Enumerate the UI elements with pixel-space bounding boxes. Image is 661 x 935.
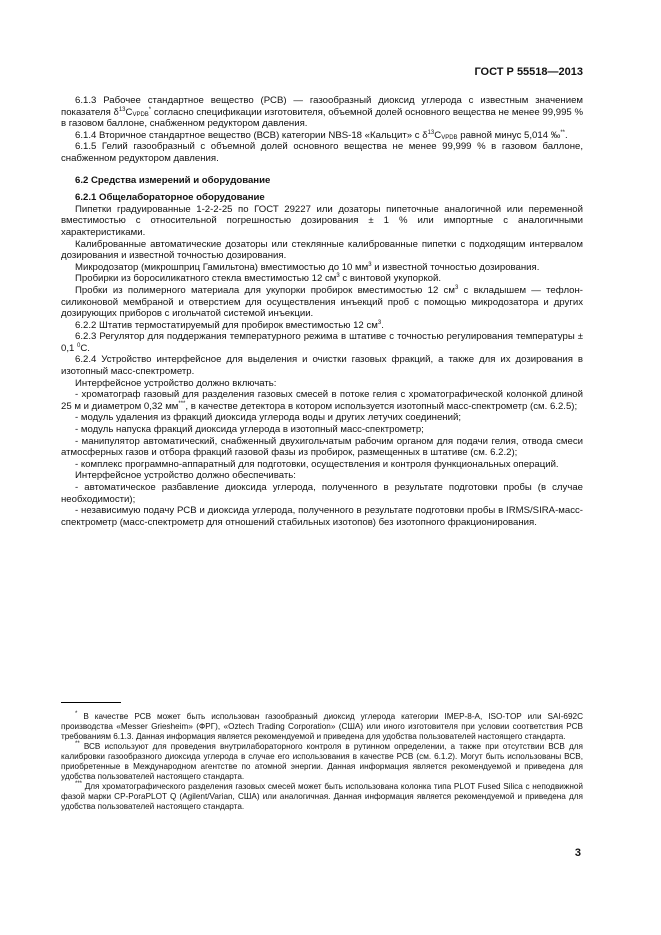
paragraph-dispensers: Калиброванные автоматические дозаторы или стеклянные калиброванные пипетки с подходящим интервалом дозирования и известной точностью дозирования. [61,238,583,262]
list-item-inlet-module: - модуль напуска фракций диоксида углерода в изотопный масс-спектрометр; [75,424,424,436]
document-header: ГОСТ Р 55518—2013 [474,66,583,78]
footnote-separator [61,702,121,703]
list-item-manipulator: - манипулятор автоматический, снабженный двухигольчатым рабочим органом для подачи гелия, отвода смеси атмосферных газов и отбора фракций газовой фазы из пробирок, размещенных в штативе (см. 6.2.2); [61,435,583,459]
paragraph-interface-includes: Интерфейсное устройство должно включать: [75,377,277,389]
list-item-software: - комплекс программно-аппаратный для подготовки, осуществления и контроля функциональных операций. [75,458,559,470]
subsection-heading-6-2-1: 6.2.1 Общелабораторное оборудование [75,192,265,204]
paragraph-6-1-5: 6.1.5 Гелий газообразный с объемной долей основного вещества не менее 99,999 % в газовом баллоне, снабженном редуктором давления. [61,141,583,164]
paragraph-pipettes: Пипетки градуированные 1-2-2-25 по ГОСТ 29227 или дозаторы пипеточные аналогичной или переменной вместимостью с относительной погрешностью дозирования ± 1 % или импортные с аналогичными характеристиками. [61,203,583,238]
paragraph-stoppers: Пробки из полимерного материала для укупорки пробирок вместимостью 12 $см^3$ с вкладышем — тефлон-силиконовой мембраной и отверстием для осуществления инъекций проб с помощью микродозатора и других дозирующих приборов с игольчатой системой инъекции. [61,284,583,320]
page-number: 3 [574,847,581,859]
footnote-3: *** Для хроматографического разделения газовых смесей может быть использована колонка типа PLOT Fused Silica с неподвижной фазой марки CP-PoraPLOT Q (Agilent/Varian, США) или аналогичная. Данная информация является рекомендуемой и приведена для удобства пользователей настоящего стандарта. [61,781,583,811]
paragraph-interface-provides: Интерфейсное устройство должно обеспечивать: [75,470,296,482]
paragraph-6-2-4: 6.2.4 Устройство интерфейсное для выделения и очистки газовых фракций, а также для их дозирования в изотопный масс-спектрометр. [61,354,583,378]
list-item-independent-supply: - независимую подачу РСВ и диоксида углерода, полученного в результате подготовки пробы в IRMS/SIRA-масс-спектрометр (масс-спектрометр для отношений стабильных изотопов) без изотопного фракционирования. [61,505,583,528]
section-heading-6-2: 6.2 Средства измерений и оборудование [75,174,271,186]
footnote-1: * В качестве РСВ может быть использован газообразный диоксид углерода категории IMEP-8-A, ISO-TOP или SAI-692С производства «Messer Griesheim» (ФРГ), «Oztech Trading Corporation» (США) или иного изготовителя при условии соответствия РСВ требованиям 6.1.3. Данная информация является рекомендуемой и приведена для удобства пользователей настоящего стандарта. [61,711,583,741]
list-item-water-removal: - модуль удаления из фракций диоксида углерода воды и других летучих соединений; [75,412,461,424]
list-item-chromatograph: - хроматограф газовый для разделения газовых смесей в потоке гелия с хроматографической колонкой длиной 25 м и диаметром 0,32 мм***, в качестве детектора в котором используется изотопный масс-спектрометр (см. 6.2.5); [61,389,583,412]
paragraph-6-1-4: 6.1.4 Вторичное стандартное вещество (ВСВ) категории NBS-18 «Кальцит» с $\delta^{13}C_{VPDB}$ равной минус 5,014 ‰**. [75,129,568,141]
paragraph-6-2-3: 6.2.3 Регулятор для поддержания температурного режима в штативе с точностью регулирования температуры ± 0,1 $^0$С. [61,331,583,354]
paragraph-6-1-3: 6.1.3 Рабочее стандартное вещество (РСВ) — газообразный диоксид углерода с известным значением показателя $\delta^{13}C_{VPDB}^*$ согласно спецификации изготовителя, объемной долей основного вещества не менее 99,995 % в газовом баллоне, снабженном редуктором давления. [61,95,583,130]
document-body [61,95,583,528]
footnotes [61,712,583,812]
paragraph-6-2-2: 6.2.2 Штатив термостатируемый для пробирок вместимостью 12 $см^3$. [75,319,384,331]
list-item-dilution: - автоматическое разбавление диоксида углерода, полученного в результате подготовки пробы (в случае необходимости); [61,482,583,505]
paragraph-tubes: Пробирки из боросиликатного стекла вместимостью 12 $см^3$ с винтовой укупоркой. [75,273,442,285]
footnote-2: ** ВСВ используют для проведения внутрилабораторного контроля в рутинном определении, а также при отсутствии ВСВ для калибровки газообразного диоксида углерода в случае его использования в качестве РСВ (см. 6.1.2). Могут быть использованы ВСВ, приобретенные в Международном агентстве по атомной энергии. Данная информация является рекомендуемой и приведена для удобства пользователей настоящего стандарта. [61,741,583,781]
paragraph-microdoser: Микродозатор (микрошприц Гамильтона) вместимостью до 10 $мм^3$ и известной точностью дозирования. [75,261,540,273]
